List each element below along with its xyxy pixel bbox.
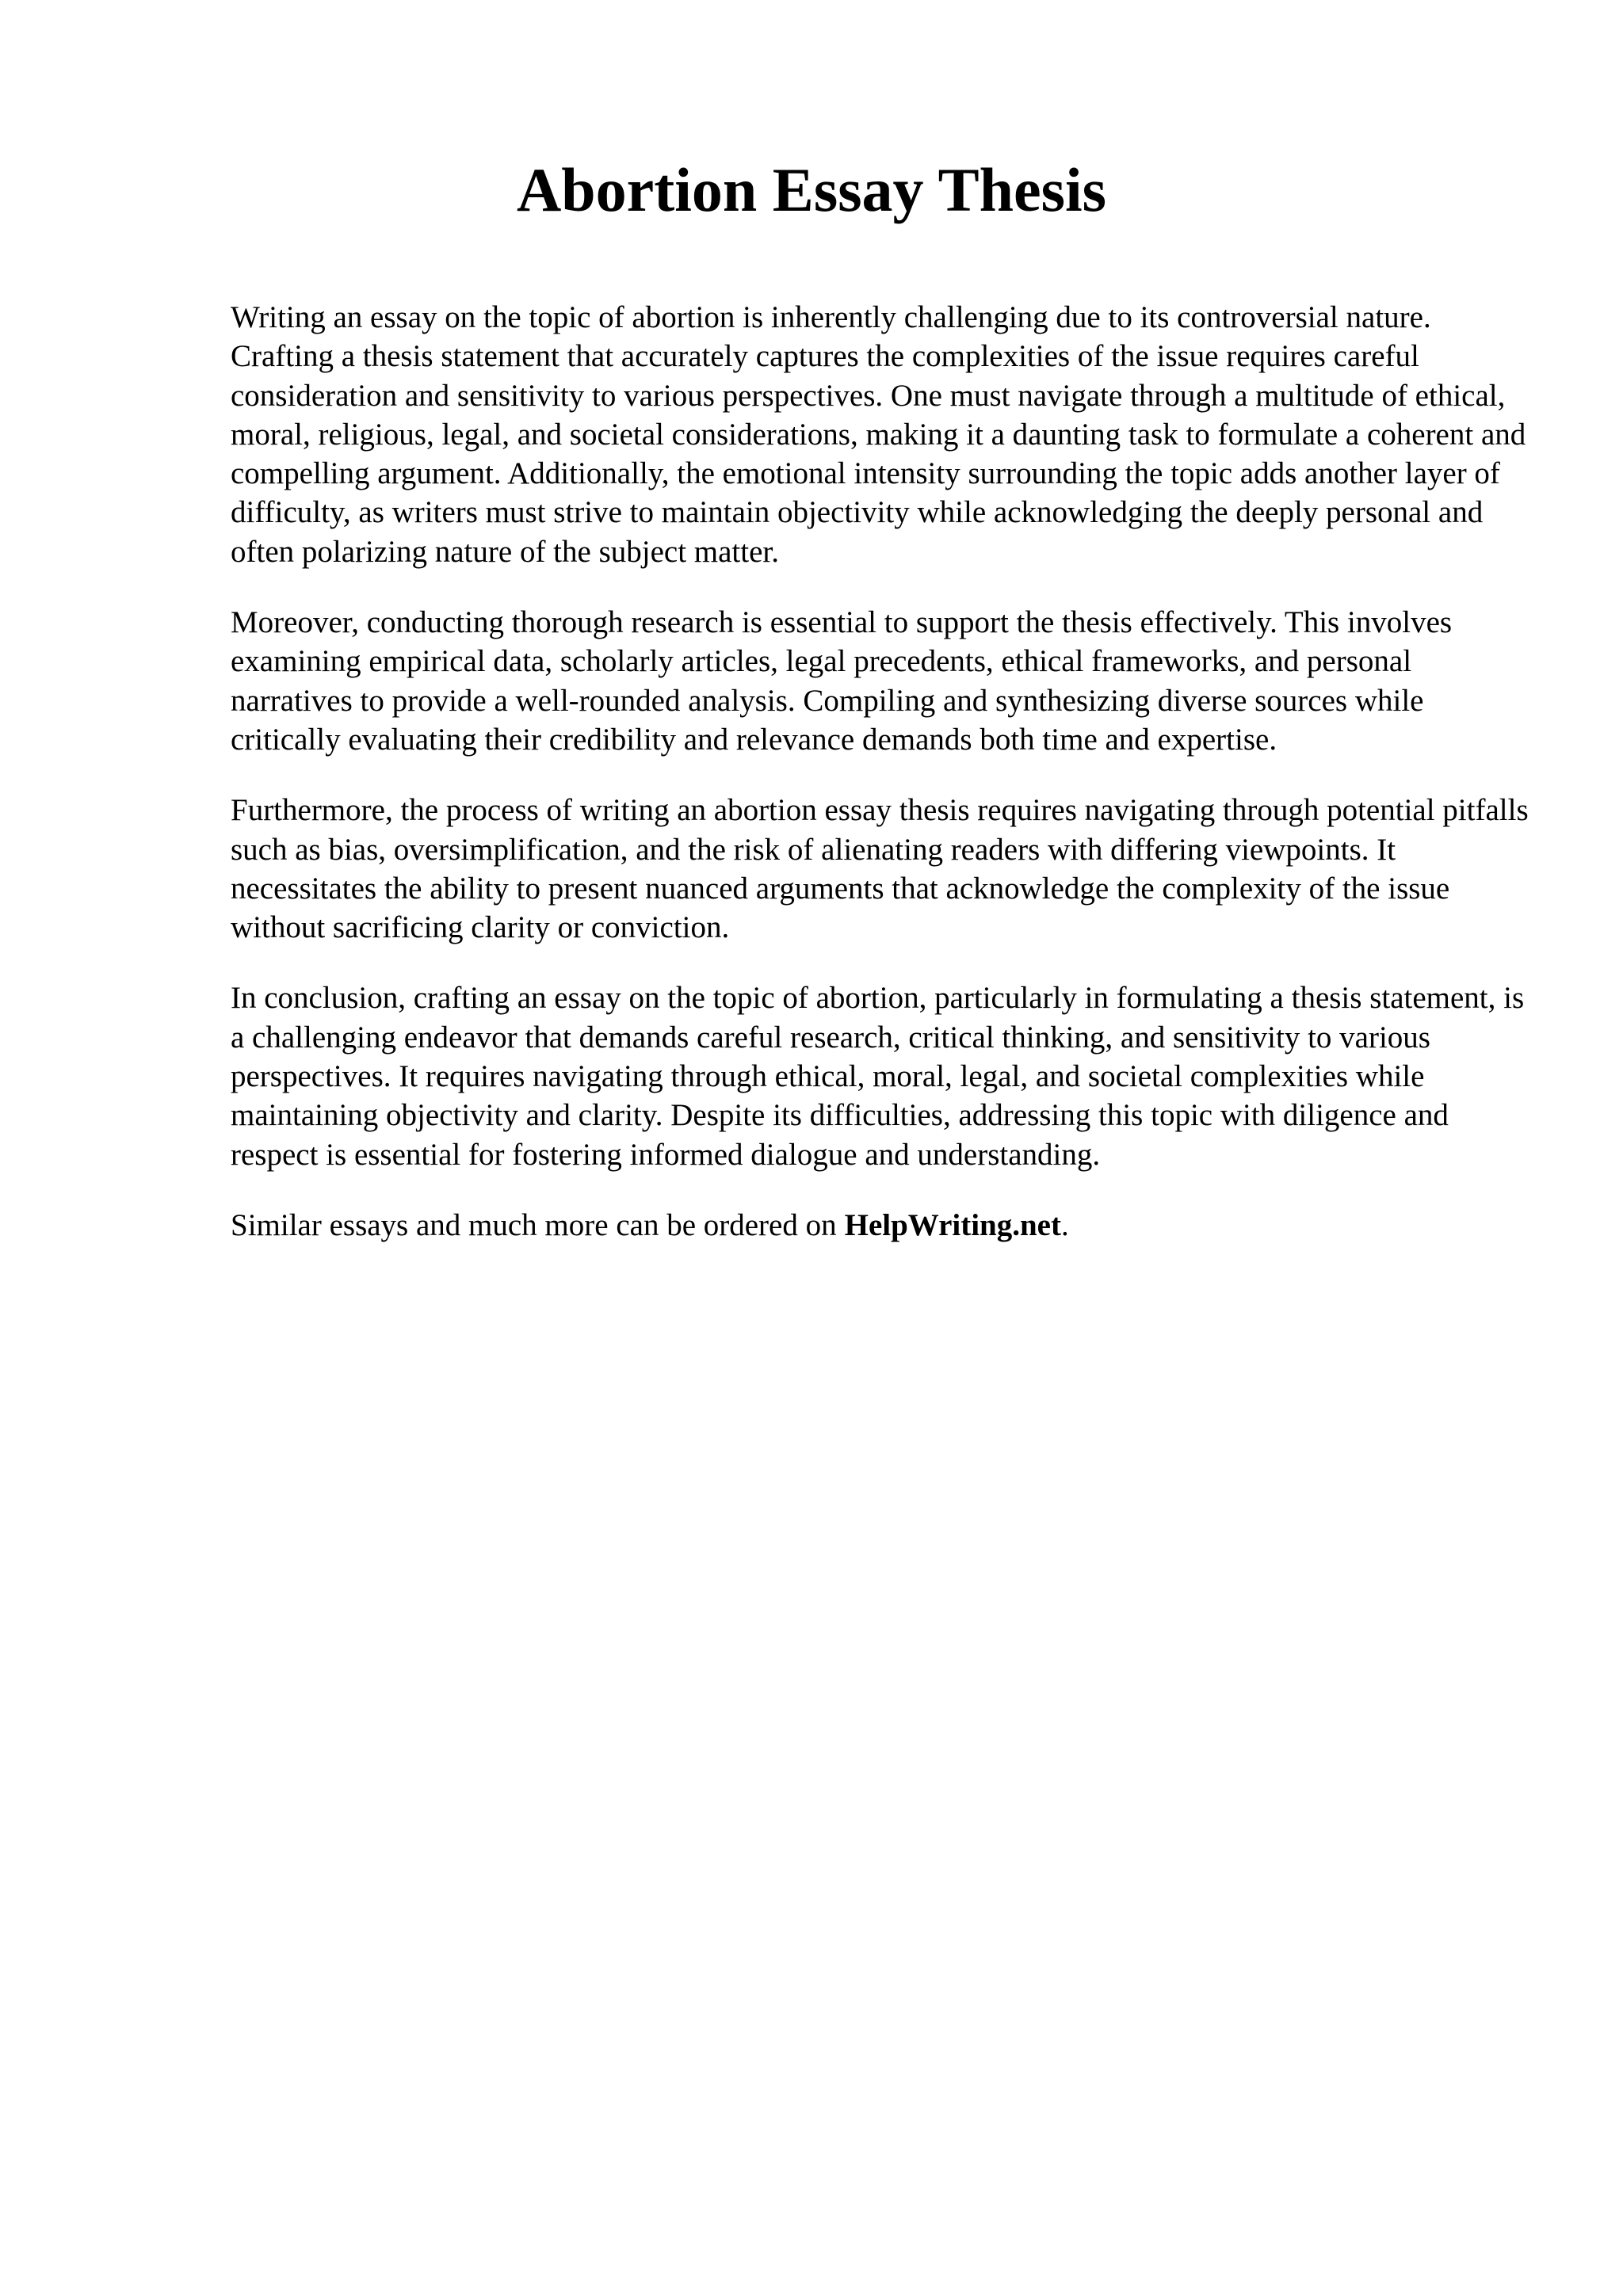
brand-link[interactable]: HelpWriting.net <box>844 1207 1061 1242</box>
paragraph-1: Writing an essay on the topic of abortion is inherently challenging due to its controversial nature. Crafting a thesis statement that accurately captures the complexities of the issue requires careful consideration and sensitivity to various perspectives. One must navigate through a multitude of ethical, moral, religious, legal, and societal considerations, making it a daunting task to formulate a coherent and compelling argument. Additionally, the emotional intensity surrounding the topic adds another layer of difficulty, as writers must strive to maintain objectivity while acknowledging the deeply personal and often polarizing nature of the subject matter. <box>231 300 1526 569</box>
closing-prefix: Similar essays and much more can be ordered on <box>231 1207 837 1242</box>
closing-suffix: . <box>1060 1207 1069 1242</box>
essay-body <box>231 298 1530 1245</box>
paragraph-4: In conclusion, crafting an essay on the topic of abortion, particularly in formulating a thesis statement, is a challenging endeavor that demands careful research, critical thinking, and sensitivity to various perspectives. It requires navigating through ethical, moral, legal, and societal complexities while maintaining objectivity and clarity. Despite its difficulties, addressing this topic with diligence and respect is essential for fostering informed dialogue and understanding. <box>231 981 1525 1172</box>
page-title: Abortion Essay Thesis <box>516 155 1107 224</box>
paragraph-3: Furthermore, the process of writing an abortion essay thesis requires navigating through potential pitfalls such as bias, oversimplification, and the risk of alienating readers with differing viewpoints. It necessitates the ability to present nuanced arguments that acknowledge the complexity of the issue without sacrificing clarity or conviction. <box>231 793 1529 945</box>
paragraph-2: Moreover, conducting thorough research is essential to support the thesis effectively. This involves examining empirical data, scholarly articles, legal precedents, ethical frameworks, and personal narratives to provide a well-rounded analysis. Compiling and synthesizing diverse sources while critically evaluating their credibility and relevance demands both time and expertise. <box>231 605 1453 757</box>
closing-line <box>231 1206 1530 1245</box>
